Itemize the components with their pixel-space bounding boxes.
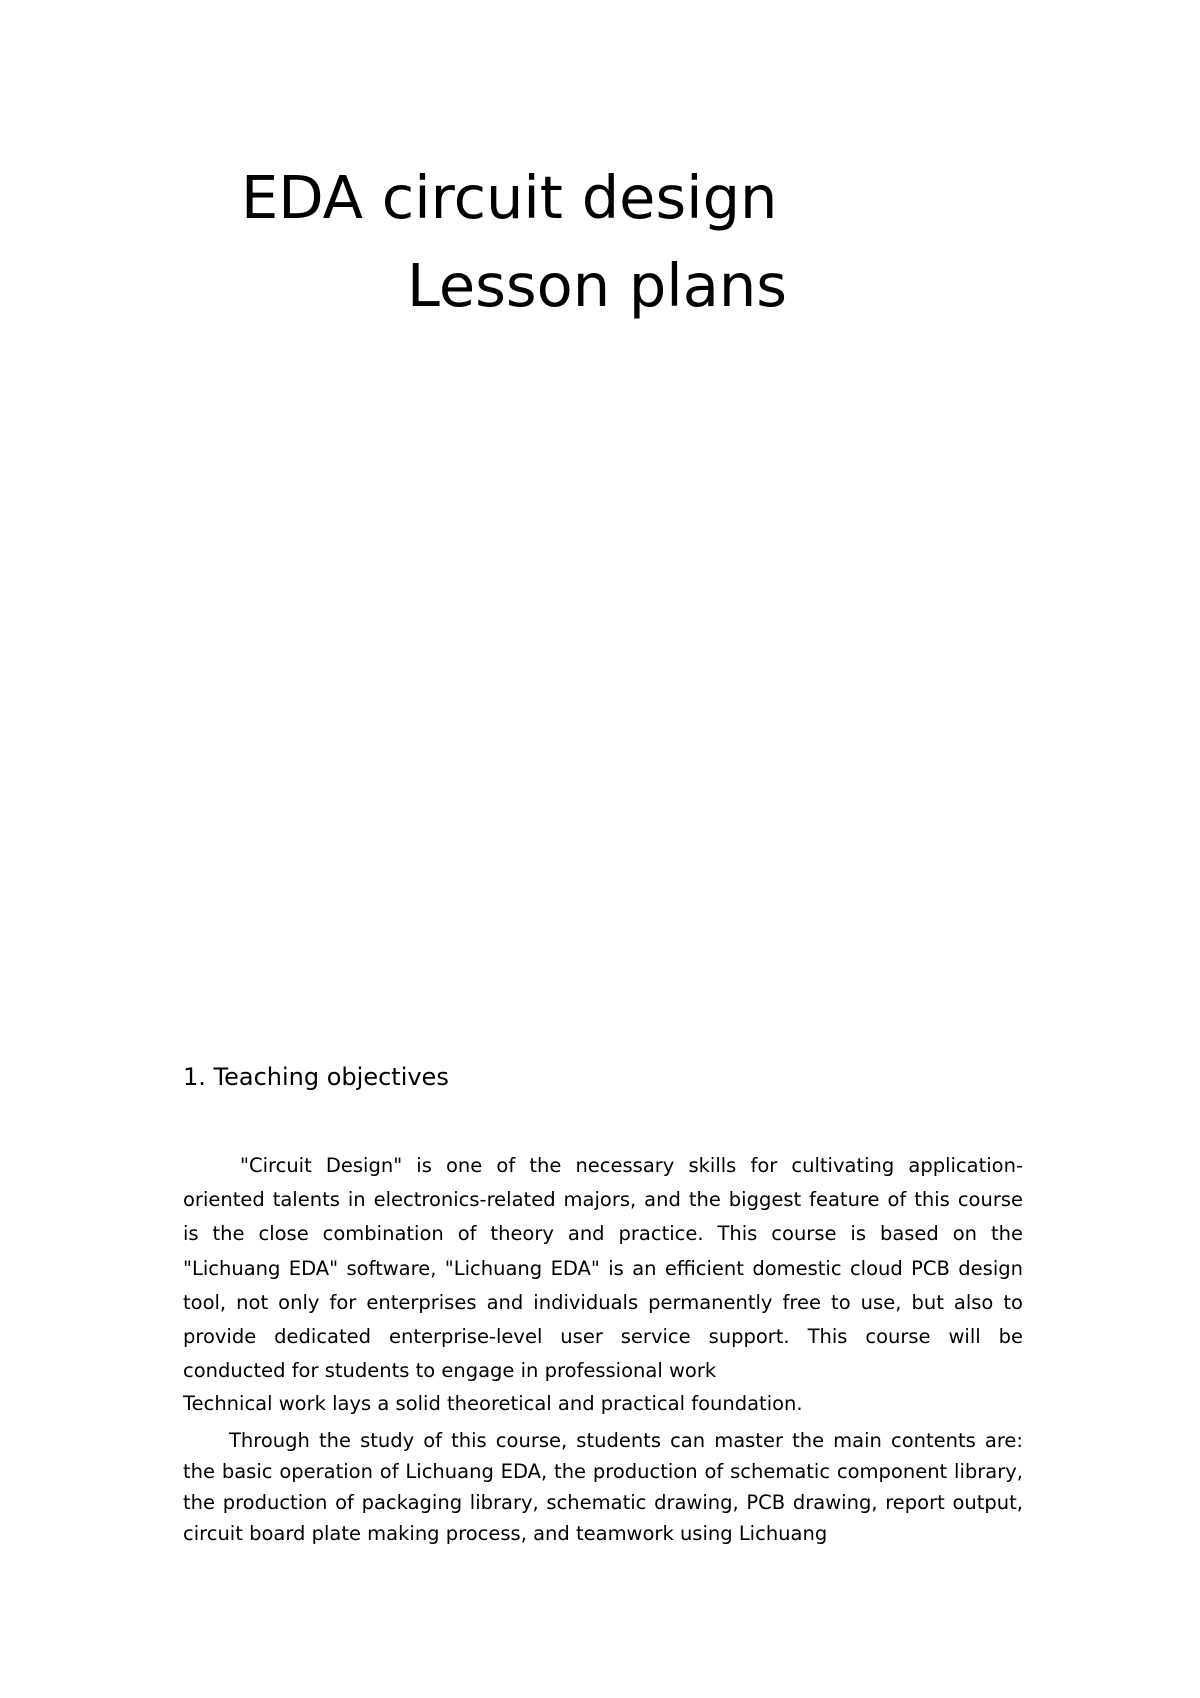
paragraph-foundation: Technical work lays a solid theoretical and practical foundation. (183, 1392, 803, 1415)
section-heading-teaching-objectives: 1. Teaching objectives (183, 1063, 449, 1091)
paragraph-course-description: "Circuit Design" is one of the necessary skills for cultivating application-oriented talents in electronics-related majors, and the biggest feature of this course is the close combination of theory and practice. This course is based on the "Lichuang EDA" software, "Lichuang EDA" is an efficient domestic cloud PCB design tool, not only for enterprises and individuals permanently free to use, but also to provide dedicated enterprise-level user service support. This course will be conducted for students to engage in professional work (183, 1154, 1023, 1383)
document-title-line-2: Lesson plans (407, 251, 787, 320)
paragraph-main-contents: Through the study of this course, students can master the main contents are: the basic operation of Lichuang EDA, the production of schematic component library, the production of packaging library, schematic drawing, PCB drawing, report output, circuit board plate making process, and teamwork using Lichuang (183, 1429, 1023, 1545)
document-title-line-1: EDA circuit design (241, 163, 778, 232)
